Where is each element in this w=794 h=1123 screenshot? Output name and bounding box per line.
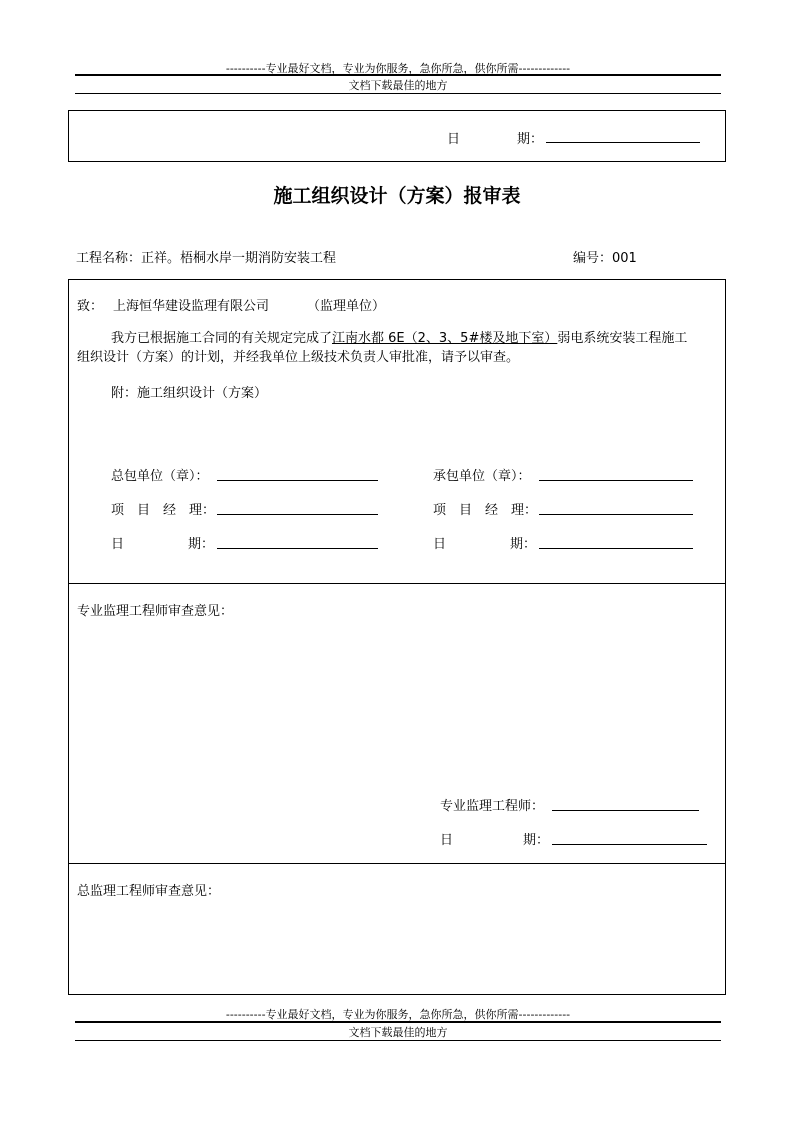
footer-slogan: ----------专业最好文档，专业为你服务，急你所急，供你所需------------- [225, 1008, 571, 1021]
header-rule-top [75, 74, 721, 76]
body-line2: 组织设计（方案）的计划，并经我单位上级技术负责人审批准，请予以审查。 [77, 350, 520, 365]
body-pre: 我方已根据施工合同的有关规定完成了 [111, 331, 333, 346]
top-date-box [68, 110, 726, 162]
chief-opinion-label: 总监理工程师审查意见： [77, 884, 221, 899]
left-manager-field[interactable] [217, 500, 378, 515]
header-subtitle: 文档下载最佳的地方 [348, 79, 448, 92]
specialist-date-label-1: 日 [440, 833, 454, 848]
page-title: 施工组织设计（方案）报审表 [273, 185, 521, 207]
project-number-label: 编号： [573, 251, 613, 266]
left-date-field[interactable] [217, 534, 378, 549]
right-unit-field[interactable] [539, 466, 693, 481]
chief-review-section [69, 864, 725, 994]
submission-section [69, 280, 725, 583]
left-manager-label: 项 目 经 理： [111, 503, 216, 518]
specialist-engineer-field[interactable] [552, 796, 699, 811]
project-number-row [573, 247, 637, 266]
specialist-opinion-label: 专业监理工程师审查意见： [77, 604, 234, 619]
to-label: 致： [77, 299, 104, 314]
footer-rule-top [75, 1021, 721, 1023]
right-manager-label: 项 目 经 理： [433, 503, 538, 518]
left-date-label-2: 期： [188, 537, 215, 552]
footer-subtitle: 文档下载最佳的地方 [348, 1026, 448, 1039]
submission-body [77, 329, 722, 367]
project-name-label: 工程名称： [76, 251, 142, 266]
to-company: 上海恒华建设监理有限公司 [113, 299, 270, 314]
right-date-label-1: 日 [433, 537, 447, 552]
specialist-engineer-label: 专业监理工程师： [440, 799, 545, 814]
header-rule-bottom [75, 93, 721, 94]
right-unit-label: 承包单位（章）： [433, 469, 531, 484]
top-date-label-1: 日 [447, 132, 461, 147]
right-manager-field[interactable] [539, 500, 693, 515]
right-date-field[interactable] [539, 534, 693, 549]
right-date-label-2: 期： [510, 537, 537, 552]
project-name-row [76, 247, 336, 266]
to-role: （监理单位） [307, 299, 386, 314]
attachment-line: 附：施工组织设计（方案） [111, 386, 268, 401]
project-number-value: 001 [612, 251, 637, 266]
review-form-table [68, 279, 726, 995]
left-unit-field[interactable] [217, 466, 378, 481]
body-post: 弱电系统安装工程施工 [557, 331, 688, 346]
top-date-field[interactable] [546, 128, 700, 143]
to-row [77, 295, 385, 314]
footer-rule-bottom [75, 1040, 721, 1041]
header-slogan: ----------专业最好文档，专业为你服务，急你所急，供你所需------------- [225, 62, 571, 75]
left-date-label-1: 日 [111, 537, 125, 552]
specialist-review-section [69, 584, 725, 863]
left-unit-label: 总包单位（章）： [111, 469, 209, 484]
specialist-date-label-2: 期： [523, 833, 550, 848]
specialist-date-field[interactable] [552, 830, 707, 845]
top-date-label-2: 期： [517, 132, 544, 147]
body-underlined: 江南水都 6E（2、3、5#楼及地下室） [332, 331, 558, 346]
project-name-value: 正祥。梧桐水岸一期消防安装工程 [141, 251, 337, 266]
